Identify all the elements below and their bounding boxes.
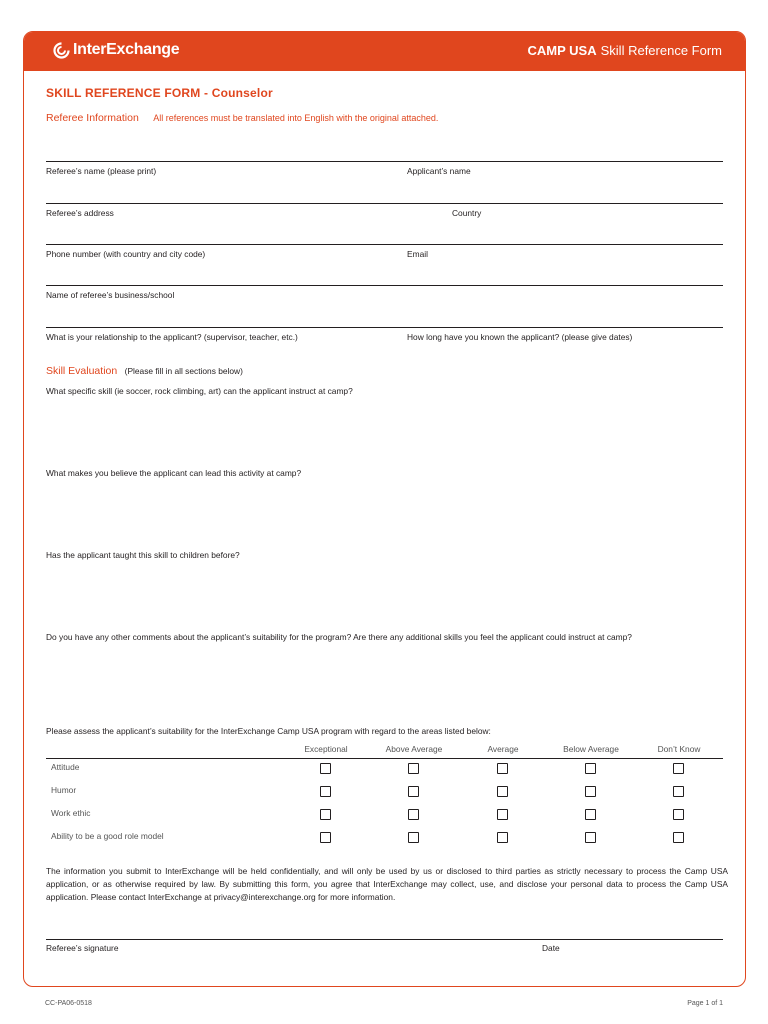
form-frame — [23, 31, 746, 987]
date-label: Date — [542, 943, 560, 953]
row-role-model-label: Ability to be a good role model — [51, 831, 164, 841]
country-label: Country — [452, 208, 482, 218]
col-exceptional: Exceptional — [304, 744, 348, 754]
referee-name-label: Referee’s name (please print) — [46, 166, 157, 176]
checkbox-humor-below-average[interactable] — [585, 786, 596, 797]
relationship-label: What is your relationship to the applicant? (supervisor, teacher, etc.) — [46, 332, 298, 342]
checkbox-work-ethic-above-average[interactable] — [408, 809, 419, 820]
signature-line[interactable] — [46, 939, 723, 940]
col-dont-know: Don’t Know — [657, 744, 701, 754]
checkbox-role-model-exceptional[interactable] — [320, 832, 331, 843]
checkbox-work-ethic-exceptional[interactable] — [320, 809, 331, 820]
email-label: Email — [407, 249, 428, 259]
checkbox-role-model-average[interactable] — [497, 832, 508, 843]
skill-section-title: Skill Evaluation — [46, 365, 118, 377]
referee-heading — [46, 108, 438, 126]
checkbox-work-ethic-dont-know[interactable] — [673, 809, 684, 820]
privacy-statement: The information you submit to InterExchange will be held confidentially, and will only be used by us or disclosed to third parties as strictly necessary to process the Camp USA application, or as otherwise required by law. By submitting this form, you agree that InterExchange may collect, use, and disclose your personal data to process the Camp USA application. Please contact InterExchange at privacy@interexchange.org for more information. — [46, 866, 728, 902]
table-top-rule — [46, 758, 723, 759]
referee-address-label: Referee’s address — [46, 208, 114, 218]
interexchange-logo-icon — [53, 42, 70, 59]
question-1: What specific skill (ie soccer, rock climbing, art) can the applicant instruct at camp? — [46, 386, 353, 396]
business-label: Name of referee’s business/school — [46, 290, 175, 300]
checkbox-work-ethic-average[interactable] — [497, 809, 508, 820]
col-average: Average — [487, 744, 519, 754]
page-title: SKILL REFERENCE FORM - Counselor — [46, 86, 273, 100]
row-work-ethic-label: Work ethic — [51, 808, 91, 818]
known-duration-label: How long have you known the applicant? (please give dates) — [407, 332, 633, 342]
checkbox-humor-exceptional[interactable] — [320, 786, 331, 797]
form-name: Skill Reference Form — [600, 43, 722, 58]
checkbox-attitude-above-average[interactable] — [408, 763, 419, 774]
phone-line[interactable] — [46, 244, 723, 245]
row-attitude-label: Attitude — [51, 762, 80, 772]
question-3: Has the applicant taught this skill to children before? — [46, 550, 240, 560]
referee-address-line[interactable] — [46, 203, 723, 204]
question-2: What makes you believe the applicant can lead this activity at camp? — [46, 468, 302, 478]
applicant-name-label: Applicant’s name — [407, 166, 471, 176]
row-humor-label: Humor — [51, 785, 77, 795]
referee-section-title: Referee Information — [46, 112, 139, 124]
skill-note: (Please fill in all sections below) — [124, 366, 243, 376]
checkbox-attitude-average[interactable] — [497, 763, 508, 774]
skill-heading — [46, 361, 243, 379]
header-title — [528, 43, 722, 58]
question-4: Do you have any other comments about the applicant’s suitability for the program? Are there any additional skills you feel the applicant could instruct at camp? — [46, 632, 632, 642]
page-number: Page 1 of 1 — [687, 1000, 723, 1007]
checkbox-role-model-below-average[interactable] — [585, 832, 596, 843]
checkbox-attitude-exceptional[interactable] — [320, 763, 331, 774]
program-name: CAMP USA — [527, 43, 597, 58]
checkbox-role-model-dont-know[interactable] — [673, 832, 684, 843]
checkbox-role-model-above-average[interactable] — [408, 832, 419, 843]
checkbox-humor-average[interactable] — [497, 786, 508, 797]
col-above-average: Above Average — [385, 744, 443, 754]
referee-name-line[interactable] — [46, 161, 723, 162]
phone-label: Phone number (with country and city code) — [46, 249, 206, 259]
checkbox-humor-above-average[interactable] — [408, 786, 419, 797]
logo-text: InterExchange — [73, 41, 180, 58]
checkbox-attitude-below-average[interactable] — [585, 763, 596, 774]
logo — [53, 41, 179, 59]
relationship-line[interactable] — [46, 327, 723, 328]
business-line[interactable] — [46, 285, 723, 286]
header-bar — [24, 32, 745, 71]
signature-label: Referee’s signature — [46, 943, 119, 953]
checkbox-work-ethic-below-average[interactable] — [585, 809, 596, 820]
assessment-intro: Please assess the applicant’s suitability for the InterExchange Camp USA program with regard to the areas listed below: — [46, 726, 491, 736]
referee-note: All references must be translated into English with the original attached. — [153, 113, 439, 123]
checkbox-attitude-dont-know[interactable] — [673, 763, 684, 774]
form-code: CC-PA06-0518 — [45, 1000, 92, 1007]
col-below-average: Below Average — [563, 744, 619, 754]
checkbox-humor-dont-know[interactable] — [673, 786, 684, 797]
